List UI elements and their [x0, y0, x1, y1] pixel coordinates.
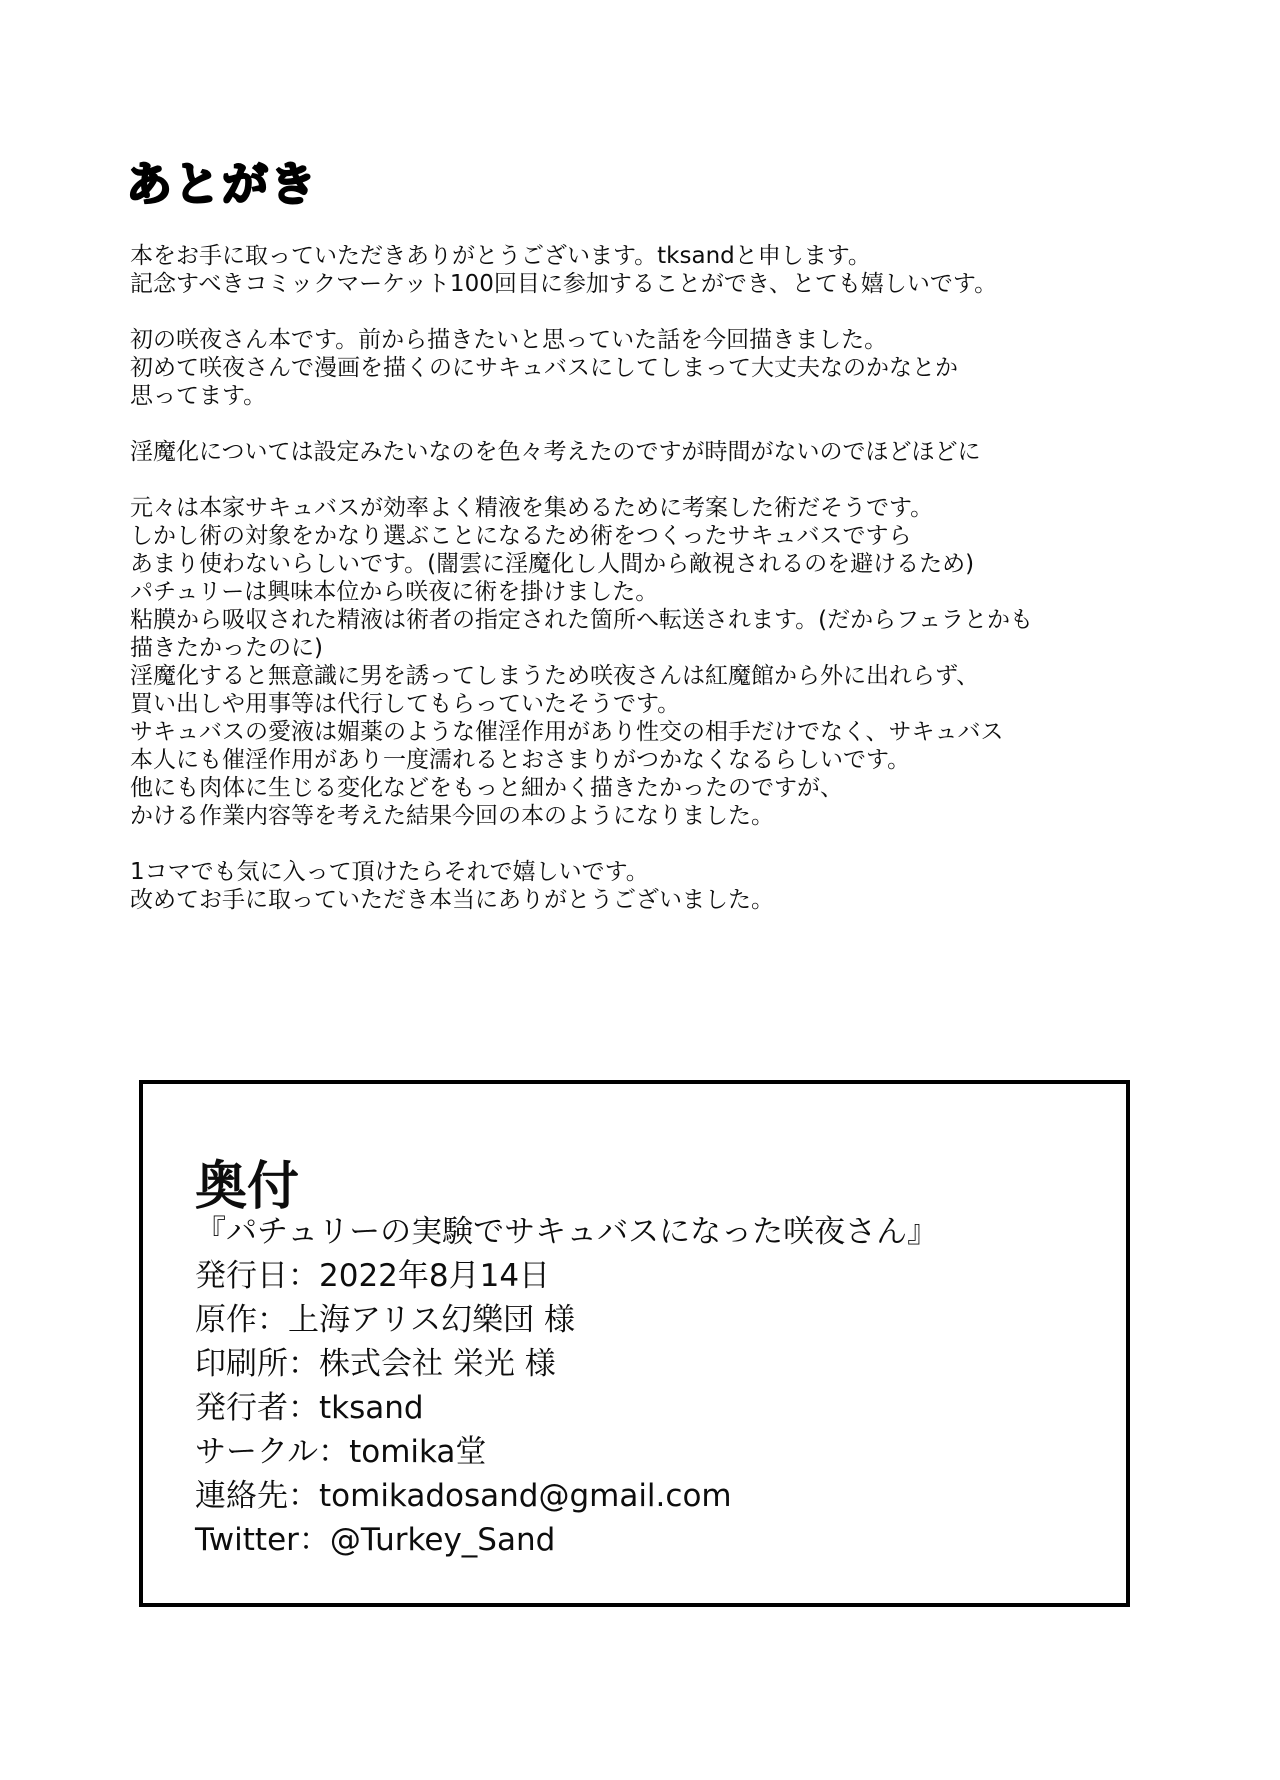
text-line: サキュバスの愛液は媚薬のような催淫作用があり性交の相手だけでなく、サキュバス — [130, 719, 1004, 745]
afterword-paragraph — [130, 326, 1160, 410]
text-line: しかし術の対象をかなり選ぶことになるため術をつくったサキュバスですら — [130, 523, 912, 549]
colophon-original-work: 原作：上海アリス幻樂団 様 — [195, 1302, 575, 1338]
colophon-printer: 印刷所：株式会社 栄光 様 — [195, 1346, 556, 1382]
text-line: 記念すべきコミックマーケット100回目に参加することができ、とても嬉しいです。 — [130, 271, 998, 297]
text-line: 淫魔化については設定みたいなのを色々考えたのですが時間がないのでほどほどに — [130, 439, 981, 465]
text-line: 初の咲夜さん本です。前から描きたいと思っていた話を今回描きました。 — [130, 327, 888, 353]
text-line: 他にも肉体に生じる変化などをもっと細かく描きたかったのですが、 — [130, 775, 843, 801]
text-line: 粘膜から吸収された精液は術者の指定された箇所へ転送されます。(だからフェラとかも — [130, 607, 1033, 633]
text-line: 淫魔化すると無意識に男を誘ってしまうため咲夜さんは紅魔館から外に出れらず、 — [130, 663, 980, 689]
text-line: 元々は本家サキュバスが効率よく精液を集めるために考案した術だそうです。 — [130, 495, 934, 521]
afterword-paragraph — [130, 494, 1160, 830]
text-line: 初めて咲夜さんで漫画を描くのにサキュバスにしてしまって大丈夫なのかなとか — [130, 355, 958, 381]
afterword-paragraph — [130, 242, 1160, 298]
colophon-twitter-handle: Twitter：@Turkey_Sand — [195, 1522, 556, 1558]
colophon-lines — [195, 1210, 938, 1562]
colophon-circle: サークル：tomika堂 — [195, 1434, 487, 1470]
text-line: あまり使わないらしいです。(闇雲に淫魔化し人間から敵視されるのを避けるため) — [130, 551, 975, 577]
text-line: 思ってます。 — [130, 383, 267, 409]
page-title: あとがき — [126, 157, 318, 211]
afterword-paragraph — [130, 858, 1160, 914]
afterword-body — [130, 242, 1160, 942]
text-line: かける作業内容等を考えた結果今回の本のようになりました。 — [130, 803, 774, 829]
text-line: 1コマでも気に入って頂けたらそれで嬉しいです。 — [130, 859, 649, 885]
text-line: 描きたかったのに) — [130, 635, 323, 661]
colophon-heading: 奥付 — [195, 1157, 300, 1217]
text-line: 買い出しや用事等は代行してもらっていたそうです。 — [130, 691, 681, 717]
text-line: パチュリーは興味本位から咲夜に術を掛けました。 — [130, 579, 659, 605]
text-line: 改めてお手に取っていただき本当にありがとうございました。 — [130, 887, 774, 913]
afterword-paragraph — [130, 438, 1160, 466]
colophon-publisher: 発行者：tksand — [195, 1390, 424, 1426]
colophon-publish-date: 発行日：2022年8月14日 — [195, 1258, 551, 1294]
colophon-box — [139, 1080, 1130, 1607]
colophon-contact-email: 連絡先：tomikadosand@gmail.com — [195, 1478, 732, 1514]
colophon-book-title: 『パチュリーの実験でサキュバスになった咲夜さん』 — [195, 1214, 939, 1250]
text-line: 本人にも催淫作用があり一度濡れるとおさまりがつかなくなるらしいです。 — [130, 747, 911, 773]
text-line: 本をお手に取っていただきありがとうございます。tksandと申します。 — [130, 243, 871, 269]
